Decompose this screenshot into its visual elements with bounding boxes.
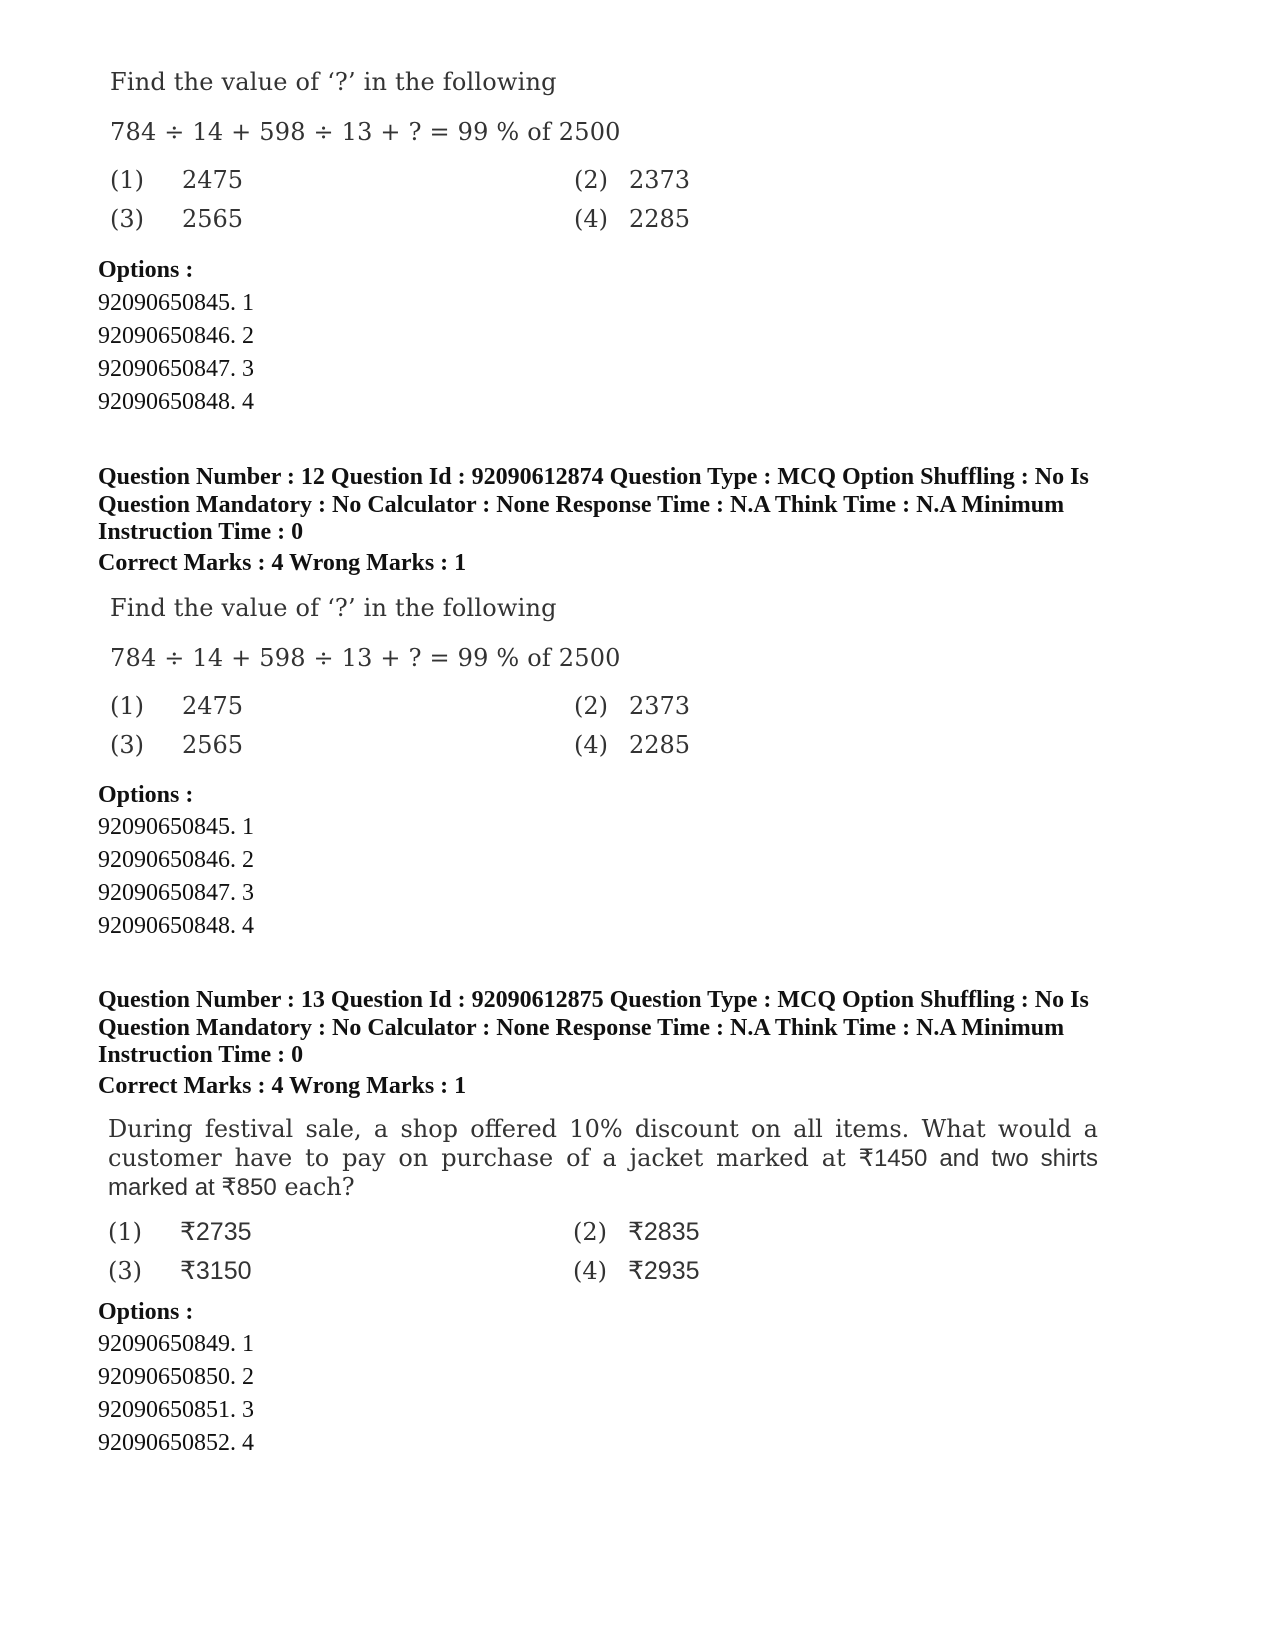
choice-number: (4)	[574, 205, 608, 233]
choice-number: (4)	[574, 731, 608, 759]
option-id-line: 92090650847. 3	[98, 880, 254, 906]
question-stem: Find the value of ‘?’ in the following	[110, 594, 557, 622]
meta-line: Question Mandatory : No Calculator : None Response Time : N.A Think Time : N.A Minimum	[98, 491, 1065, 518]
choice-number: (4)	[573, 1257, 607, 1285]
meta-line: Question Number : 13 Question Id : 92090612875 Question Type : MCQ Option Shuffling : No Is	[98, 987, 1089, 1013]
stem-text: During festival sale, a shop offered 10% discount on all items. What would a customer have to pay on purchase of a jacket marked at	[108, 1115, 1098, 1172]
meta-line: Question Number : 12 Question Id : 92090612874 Question Type : MCQ Option Shuffling : No Is	[98, 464, 1089, 490]
choice-number: (1)	[110, 166, 144, 194]
option-id-line: 92090650846. 2	[98, 323, 254, 349]
choice-number: (3)	[108, 1257, 142, 1285]
choice-value: 2565	[182, 205, 244, 233]
question-stem	[108, 1115, 1098, 1202]
option-id-line: 92090650852. 4	[98, 1430, 254, 1456]
choice-value: ₹3150	[180, 1257, 252, 1285]
choice-number: (3)	[110, 205, 144, 233]
question-13-meta	[98, 987, 1158, 1070]
option-id-line: 92090650845. 1	[98, 814, 254, 840]
options-label: Options :	[98, 1299, 194, 1325]
question-expression: 784 ÷ 14 + 598 ÷ 13 + ? = 99 % of 2500	[110, 644, 621, 672]
choice-number: (2)	[574, 692, 608, 720]
meta-line: Instruction Time : 0	[98, 519, 304, 545]
meta-line: Question Mandatory : No Calculator : None Response Time : N.A Think Time : N.A Minimum	[98, 1014, 1065, 1041]
price-jacket: ₹1450	[858, 1145, 928, 1172]
choice-value: 2475	[182, 692, 244, 720]
choice-value: 2285	[629, 205, 691, 233]
option-id-line: 92090650848. 4	[98, 389, 254, 415]
choice-number: (3)	[110, 731, 144, 759]
option-id-line: 92090650849. 1	[98, 1331, 254, 1357]
question-expression: 784 ÷ 14 + 598 ÷ 13 + ? = 99 % of 2500	[110, 118, 621, 146]
price-shirt: ₹850	[221, 1174, 277, 1201]
option-id-line: 92090650846. 2	[98, 847, 254, 873]
choice-number: (1)	[110, 692, 144, 720]
question-stem: Find the value of ‘?’ in the following	[110, 68, 557, 96]
choice-number: (2)	[574, 166, 608, 194]
marks-line: Correct Marks : 4 Wrong Marks : 1	[98, 1073, 467, 1099]
meta-line: Instruction Time : 0	[98, 1042, 304, 1068]
choice-value: 2565	[182, 731, 244, 759]
marks-line: Correct Marks : 4 Wrong Marks : 1	[98, 550, 467, 576]
option-id-line: 92090650847. 3	[98, 356, 254, 382]
choice-value: ₹2935	[628, 1257, 700, 1285]
choice-number: (1)	[108, 1218, 142, 1246]
choice-value: 2285	[629, 731, 691, 759]
choice-value: 2373	[629, 166, 691, 194]
options-label: Options :	[98, 257, 194, 283]
choice-value: 2373	[629, 692, 691, 720]
choice-value: 2475	[182, 166, 244, 194]
option-id-line: 92090650848. 4	[98, 913, 254, 939]
option-id-line: 92090650850. 2	[98, 1364, 254, 1390]
choice-number: (2)	[573, 1218, 607, 1246]
choice-value: ₹2735	[180, 1218, 252, 1246]
stem-text: and two shirts marked at	[108, 1145, 1099, 1201]
options-label: Options :	[98, 782, 194, 808]
choice-value: ₹2835	[628, 1218, 700, 1246]
option-id-line: 92090650851. 3	[98, 1397, 254, 1423]
stem-text: each?	[276, 1173, 355, 1201]
question-12-meta	[98, 464, 1158, 547]
option-id-line: 92090650845. 1	[98, 290, 254, 316]
